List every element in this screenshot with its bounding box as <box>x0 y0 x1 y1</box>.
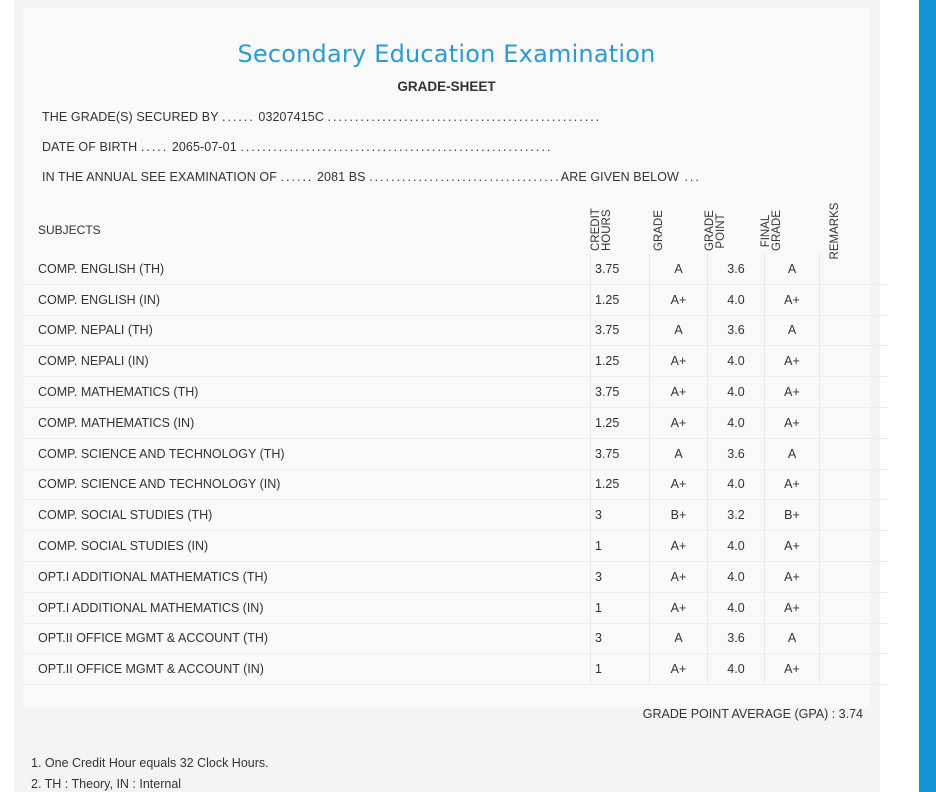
final-grade-cell: A+ <box>765 469 820 500</box>
remarks-cell <box>820 315 889 346</box>
grade-point-cell: 3.6 <box>708 623 765 654</box>
final-grade-cell: A <box>765 315 820 346</box>
table-row <box>23 469 888 500</box>
final-grade-cell: A <box>765 438 820 469</box>
credit-hours-cell: 1.25 <box>591 407 650 438</box>
header-credit-hours: CREDIT HOURS <box>590 208 613 251</box>
remarks-cell <box>820 377 889 408</box>
grade-point-cell: 3.6 <box>708 438 765 469</box>
note-abbreviations: 2. TH : Theory, IN : Internal <box>31 777 182 791</box>
table-row <box>23 254 888 284</box>
table-row <box>23 377 888 408</box>
note-credit-hour: 1. One Credit Hour equals 32 Clock Hours. <box>31 756 269 770</box>
final-grade-cell: A+ <box>765 561 820 592</box>
dob-line: DATE OF BIRTH ..... 2065-07-01 ......................................................... <box>42 140 553 154</box>
grade-point-cell: 4.0 <box>708 531 765 562</box>
grade-cell: A+ <box>650 284 708 315</box>
table-row <box>23 438 888 469</box>
exam-value: 2081 BS <box>316 170 366 184</box>
table-row <box>23 561 888 592</box>
subject-cell: COMP. NEPALI (IN) <box>23 346 591 377</box>
grades-table <box>23 254 888 685</box>
remarks-cell <box>820 531 889 562</box>
table-row <box>23 284 888 315</box>
final-grade-cell: A+ <box>765 377 820 408</box>
final-grade-cell: A+ <box>765 407 820 438</box>
subject-cell: OPT.I ADDITIONAL MATHEMATICS (TH) <box>23 561 591 592</box>
grade-point-cell: 4.0 <box>708 377 765 408</box>
subject-cell: OPT.II OFFICE MGMT & ACCOUNT (TH) <box>23 623 591 654</box>
remarks-cell <box>820 623 889 654</box>
grade-cell: A <box>650 254 708 284</box>
subject-cell: COMP. SCIENCE AND TECHNOLOGY (TH) <box>23 438 591 469</box>
table-row <box>23 407 888 438</box>
final-grade-cell: A <box>765 623 820 654</box>
subject-cell: COMP. MATHEMATICS (IN) <box>23 407 591 438</box>
header-final-grade: FINAL GRADE <box>760 210 783 251</box>
credit-hours-cell: 3 <box>591 623 650 654</box>
table-row <box>23 346 888 377</box>
credit-hours-cell: 1.25 <box>591 284 650 315</box>
credit-hours-cell: 3.75 <box>591 254 650 284</box>
grade-cell: A+ <box>650 531 708 562</box>
table-row <box>23 592 888 623</box>
grade-cell: B+ <box>650 500 708 531</box>
grade-point-cell: 3.6 <box>708 254 765 284</box>
grade-cell: A <box>650 315 708 346</box>
remarks-cell <box>820 438 889 469</box>
credit-hours-cell: 1 <box>591 592 650 623</box>
grade-cell: A+ <box>650 407 708 438</box>
table-row <box>23 623 888 654</box>
remarks-cell <box>820 469 889 500</box>
grade-point-cell: 4.0 <box>708 469 765 500</box>
header-grade-point: GRADE POINT <box>704 210 727 251</box>
symbol-number: 03207415C <box>258 110 324 124</box>
grade-cell: A <box>650 623 708 654</box>
header-subjects: SUBJECTS <box>38 223 101 237</box>
remarks-cell <box>820 284 889 315</box>
grade-point-cell: 4.0 <box>708 592 765 623</box>
credit-hours-cell: 3 <box>591 500 650 531</box>
grade-point-cell: 3.6 <box>708 315 765 346</box>
header-remarks: REMARKS <box>829 202 841 260</box>
subject-cell: COMP. ENGLISH (IN) <box>23 284 591 315</box>
grade-point-cell: 4.0 <box>708 284 765 315</box>
final-grade-cell: A+ <box>765 284 820 315</box>
table-row <box>23 531 888 562</box>
subject-cell: COMP. ENGLISH (TH) <box>23 254 591 284</box>
scroll-side-bar <box>919 0 936 792</box>
credit-hours-cell: 3.75 <box>591 438 650 469</box>
grade-cell: A+ <box>650 346 708 377</box>
header-grade: GRADE <box>653 210 665 251</box>
remarks-cell <box>820 254 889 284</box>
grade-point-cell: 4.0 <box>708 561 765 592</box>
credit-hours-cell: 3.75 <box>591 377 650 408</box>
credit-hours-cell: 1 <box>591 654 650 685</box>
remarks-cell <box>820 654 889 685</box>
credit-hours-cell: 1.25 <box>591 469 650 500</box>
exam-label: IN THE ANNUAL SEE EXAMINATION OF <box>42 170 277 184</box>
subject-cell: OPT.II OFFICE MGMT & ACCOUNT (IN) <box>23 654 591 685</box>
grade-cell: A+ <box>650 377 708 408</box>
credit-hours-cell: 3.75 <box>591 315 650 346</box>
remarks-cell <box>820 346 889 377</box>
remarks-cell <box>820 500 889 531</box>
final-grade-cell: A+ <box>765 592 820 623</box>
final-grade-cell: A+ <box>765 346 820 377</box>
subject-cell: COMP. NEPALI (TH) <box>23 315 591 346</box>
grade-cell: A+ <box>650 654 708 685</box>
gpa-summary: GRADE POINT AVERAGE (GPA) : 3.74 <box>642 707 863 721</box>
subject-cell: COMP. SOCIAL STUDIES (TH) <box>23 500 591 531</box>
credit-hours-cell: 1.25 <box>591 346 650 377</box>
grade-point-cell: 4.0 <box>708 654 765 685</box>
grade-cell: A+ <box>650 592 708 623</box>
subject-cell: COMP. SOCIAL STUDIES (IN) <box>23 531 591 562</box>
grade-cell: A <box>650 438 708 469</box>
dob-value: 2065-07-01 <box>171 140 237 154</box>
credit-hours-cell: 1 <box>591 531 650 562</box>
subject-cell: COMP. MATHEMATICS (TH) <box>23 377 591 408</box>
grade-point-cell: 4.0 <box>708 407 765 438</box>
credit-hours-cell: 3 <box>591 561 650 592</box>
exam-suffix: ARE GIVEN BELOW <box>560 170 679 184</box>
final-grade-cell: B+ <box>765 500 820 531</box>
sheet-subtitle: GRADE-SHEET <box>397 79 496 94</box>
final-grade-cell: A+ <box>765 654 820 685</box>
exam-line: IN THE ANNUAL SEE EXAMINATION OF ...... 2081 BS ...................................ARE GIVEN BELOW ... <box>42 170 701 184</box>
grade-point-cell: 3.2 <box>708 500 765 531</box>
page-title: Secondary Education Examination <box>237 40 656 68</box>
remarks-cell <box>820 407 889 438</box>
final-grade-cell: A+ <box>765 531 820 562</box>
subject-cell: COMP. SCIENCE AND TECHNOLOGY (IN) <box>23 469 591 500</box>
grade-point-cell: 4.0 <box>708 346 765 377</box>
table-row <box>23 315 888 346</box>
remarks-cell <box>820 561 889 592</box>
subject-cell: OPT.I ADDITIONAL MATHEMATICS (IN) <box>23 592 591 623</box>
secured-by-label: THE GRADE(S) SECURED BY <box>42 110 219 124</box>
dob-label: DATE OF BIRTH <box>42 140 138 154</box>
grade-cell: A+ <box>650 561 708 592</box>
grade-cell: A+ <box>650 469 708 500</box>
final-grade-cell: A <box>765 254 820 284</box>
remarks-cell <box>820 592 889 623</box>
secured-by-line: THE GRADE(S) SECURED BY ...... 03207415C .................................................. <box>42 110 602 124</box>
table-row <box>23 654 888 685</box>
table-row <box>23 500 888 531</box>
